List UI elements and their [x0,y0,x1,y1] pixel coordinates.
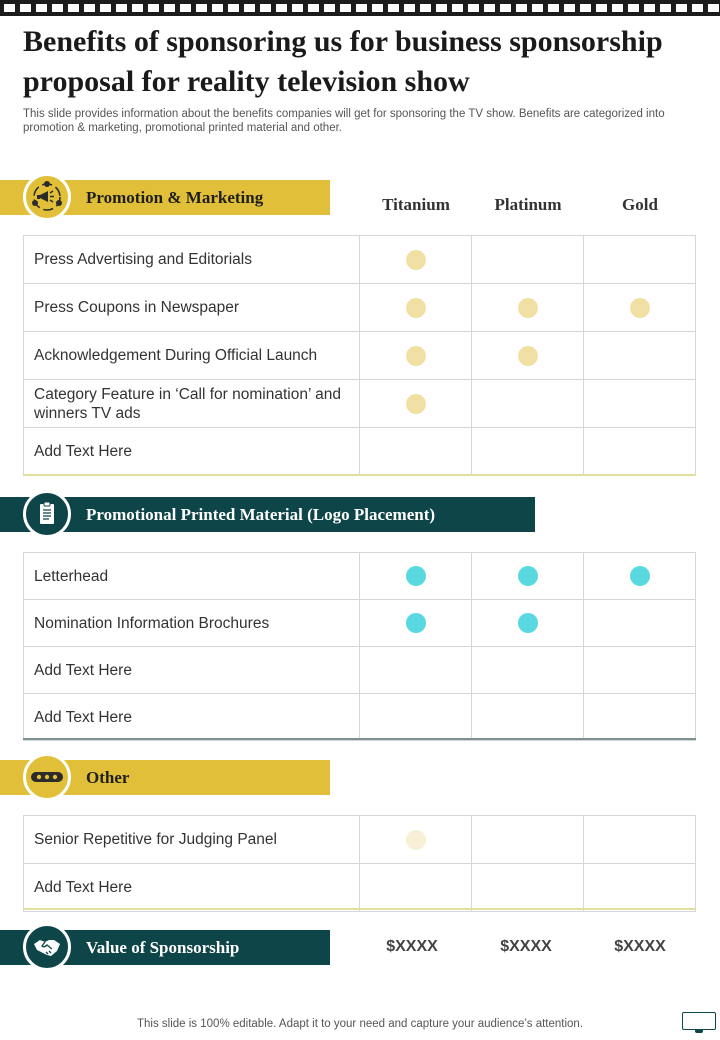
film-hole [132,4,143,12]
film-hole [692,4,703,12]
row-label: Add Text Here [24,694,360,741]
included-dot [406,830,426,850]
section-bar-printed [0,497,535,532]
included-dot [406,346,426,366]
cell-gold [584,236,696,284]
cell-gold [584,553,696,600]
table-divider [23,474,696,476]
section-title-promotion: Promotion & Marketing [86,188,264,207]
megaphone-icon [23,173,71,221]
included-dot [518,613,538,633]
cell-platinum [472,816,584,864]
row-label: Nomination Information Brochures [24,600,360,647]
document-icon [23,490,71,538]
film-hole [580,4,591,12]
film-hole [676,4,687,12]
table-row [24,816,696,864]
cell-titanium [360,816,472,864]
handshake-icon [23,923,71,971]
film-hole [308,4,319,12]
film-hole [372,4,383,12]
cell-titanium [360,864,472,912]
cell-platinum [472,428,584,476]
film-hole [612,4,623,12]
film-hole [260,4,271,12]
cell-titanium [360,553,472,600]
film-hole [116,4,127,12]
section-title-printed: Promotional Printed Material (Logo Placement) [86,505,436,524]
film-hole [68,4,79,12]
film-hole [228,4,239,12]
film-hole [276,4,287,12]
film-hole [420,4,431,12]
column-header-platinum: Platinum [494,195,562,214]
cell-gold [584,647,696,694]
cell-titanium [360,647,472,694]
table-divider [23,908,696,910]
film-hole [660,4,671,12]
film-hole [356,4,367,12]
film-hole [148,4,159,12]
cell-titanium [360,284,472,332]
cell-titanium [360,236,472,284]
table-row [24,380,696,428]
cell-platinum [472,236,584,284]
film-hole [564,4,575,12]
cell-platinum [472,553,584,600]
film-hole [164,4,175,12]
film-hole [468,4,479,12]
included-dot [406,298,426,318]
page-subtitle: This slide provides information about the benefits companies will get for sponsoring the TV show. Benefits are categorized into promotion & marketing, promotional printed material and other. [23,108,665,134]
film-hole [340,4,351,12]
film-hole [100,4,111,12]
other-table [23,815,696,912]
cell-titanium [360,600,472,647]
row-label: Add Text Here [24,864,360,912]
cell-platinum [472,864,584,912]
cell-platinum [472,380,584,428]
film-hole [500,4,511,12]
included-dot [406,250,426,270]
included-dot [518,346,538,366]
cell-platinum [472,284,584,332]
film-hole [644,4,655,12]
column-header-gold: Gold [622,195,658,214]
table-row [24,600,696,647]
film-hole [388,4,399,12]
film-hole [292,4,303,12]
film-hole [436,4,447,12]
film-hole [548,4,559,12]
cell-platinum [472,647,584,694]
film-hole [84,4,95,12]
film-hole [484,4,495,12]
film-hole [532,4,543,12]
included-dot [406,394,426,414]
included-dot [518,566,538,586]
table-row [24,694,696,741]
table-row [24,284,696,332]
film-hole [20,4,31,12]
cell-gold [584,428,696,476]
included-dot [518,298,538,318]
price-platinum: $XXXX [500,938,552,955]
more-dots-icon [23,753,71,801]
film-hole [452,4,463,12]
cell-gold [584,380,696,428]
film-hole [596,4,607,12]
cell-gold [584,332,696,380]
film-hole [180,4,191,12]
row-label: Add Text Here [24,428,360,476]
film-hole [516,4,527,12]
section-title-other: Other [86,768,130,787]
film-hole [244,4,255,12]
row-label: Add Text Here [24,647,360,694]
cell-gold [584,816,696,864]
page-title: Benefits of sponsoring us for business sponsorship proposal for reality television show [23,25,663,98]
cell-platinum [472,600,584,647]
film-hole [404,4,415,12]
included-dot [406,566,426,586]
table-row [24,864,696,912]
table-row [24,647,696,694]
section-title-value: Value of Sponsorship [86,938,240,957]
table-row [24,553,696,600]
row-label: Senior Repetitive for Judging Panel [24,816,360,864]
promotion-table [23,235,696,476]
row-label: Category Feature in ‘Call for nomination’ and winners TV ads [24,380,360,428]
film-hole [4,4,15,12]
cell-platinum [472,694,584,741]
film-hole [36,4,47,12]
included-dot [406,613,426,633]
monitor-icon [682,1012,716,1030]
price-gold: $XXXX [614,938,666,955]
price-titanium: $XXXX [386,938,438,955]
film-hole [708,4,719,12]
cell-titanium [360,694,472,741]
table-row [24,332,696,380]
cell-gold [584,600,696,647]
cell-gold [584,864,696,912]
cell-gold [584,284,696,332]
table-row [24,236,696,284]
included-dot [630,566,650,586]
table-divider [23,738,696,740]
footer-note: This slide is 100% editable. Adapt it to your need and capture your audience’s attention. [136,1018,584,1030]
film-hole [212,4,223,12]
row-label: Acknowledgement During Official Launch [24,332,360,380]
column-header-titanium: Titanium [382,195,450,214]
film-hole [628,4,639,12]
row-label: Press Advertising and Editorials [24,236,360,284]
film-hole [196,4,207,12]
cell-titanium [360,380,472,428]
cell-gold [584,694,696,741]
table-row [24,428,696,476]
included-dot [630,298,650,318]
film-hole [52,4,63,12]
film-hole [324,4,335,12]
cell-titanium [360,332,472,380]
cell-titanium [360,428,472,476]
cell-platinum [472,332,584,380]
row-label: Press Coupons in Newspaper [24,284,360,332]
printed-table [23,552,696,741]
row-label: Letterhead [24,553,360,600]
film-strip-decoration [0,0,720,16]
